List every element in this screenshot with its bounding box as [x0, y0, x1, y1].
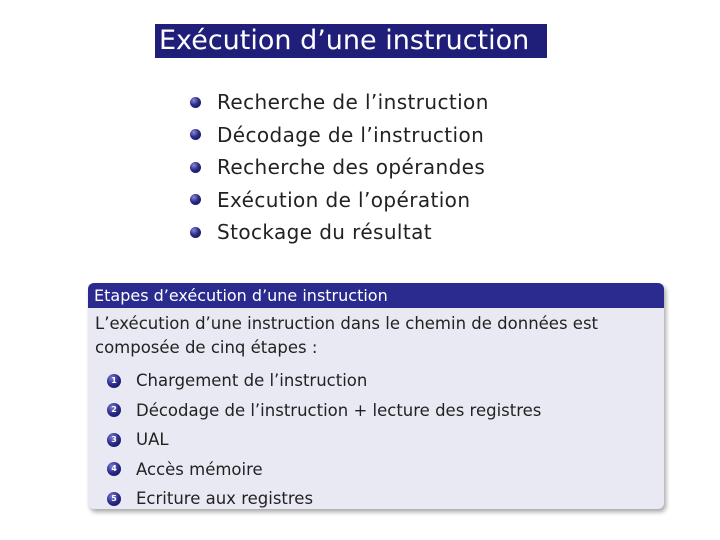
step-item	[107, 396, 656, 426]
step-number-icon: 1	[107, 374, 121, 388]
step-number-icon: 2	[107, 403, 121, 417]
bullet-list	[190, 86, 489, 249]
steps-list	[95, 366, 656, 509]
step-item	[107, 366, 656, 396]
step-text: Chargement de l’instruction	[136, 371, 368, 391]
slide-title: Exécution d’une instruction	[155, 24, 547, 58]
bullet-item	[190, 86, 489, 119]
step-number-icon: 3	[107, 433, 121, 447]
steps-block	[88, 283, 664, 509]
step-item	[107, 425, 656, 455]
bullet-ball-icon	[190, 227, 201, 238]
bullet-item	[190, 119, 489, 152]
block-title: Etapes d’exécution d’une instruction	[88, 283, 664, 308]
step-item	[107, 455, 656, 485]
step-item	[107, 484, 656, 509]
bullet-ball-icon	[190, 194, 201, 205]
step-text: Accès mémoire	[136, 459, 263, 479]
step-text: Décodage de l’instruction + lecture des registres	[136, 400, 542, 420]
block-intro-line: composée de cinq étapes :	[95, 338, 318, 357]
bullet-item	[190, 216, 489, 249]
step-text: Ecriture aux registres	[136, 489, 314, 509]
bullet-text: Recherche des opérandes	[217, 155, 486, 180]
bullet-text: Recherche de l’instruction	[217, 90, 489, 115]
bullet-ball-icon	[190, 162, 201, 173]
step-number-icon: 5	[107, 492, 121, 506]
bullet-item	[190, 184, 489, 217]
bullet-ball-icon	[190, 97, 201, 108]
bullet-text: Stockage du résultat	[217, 220, 433, 245]
bullet-item	[190, 151, 489, 184]
bullet-text: Exécution de l’opération	[217, 187, 471, 212]
step-number-icon: 4	[107, 462, 121, 476]
block-body	[88, 308, 664, 509]
step-text: UAL	[136, 430, 169, 450]
block-intro-line: L’exécution d’une instruction dans le chemin de données est	[95, 314, 599, 333]
bullet-ball-icon	[190, 129, 201, 140]
bullet-text: Décodage de l’instruction	[217, 122, 485, 147]
